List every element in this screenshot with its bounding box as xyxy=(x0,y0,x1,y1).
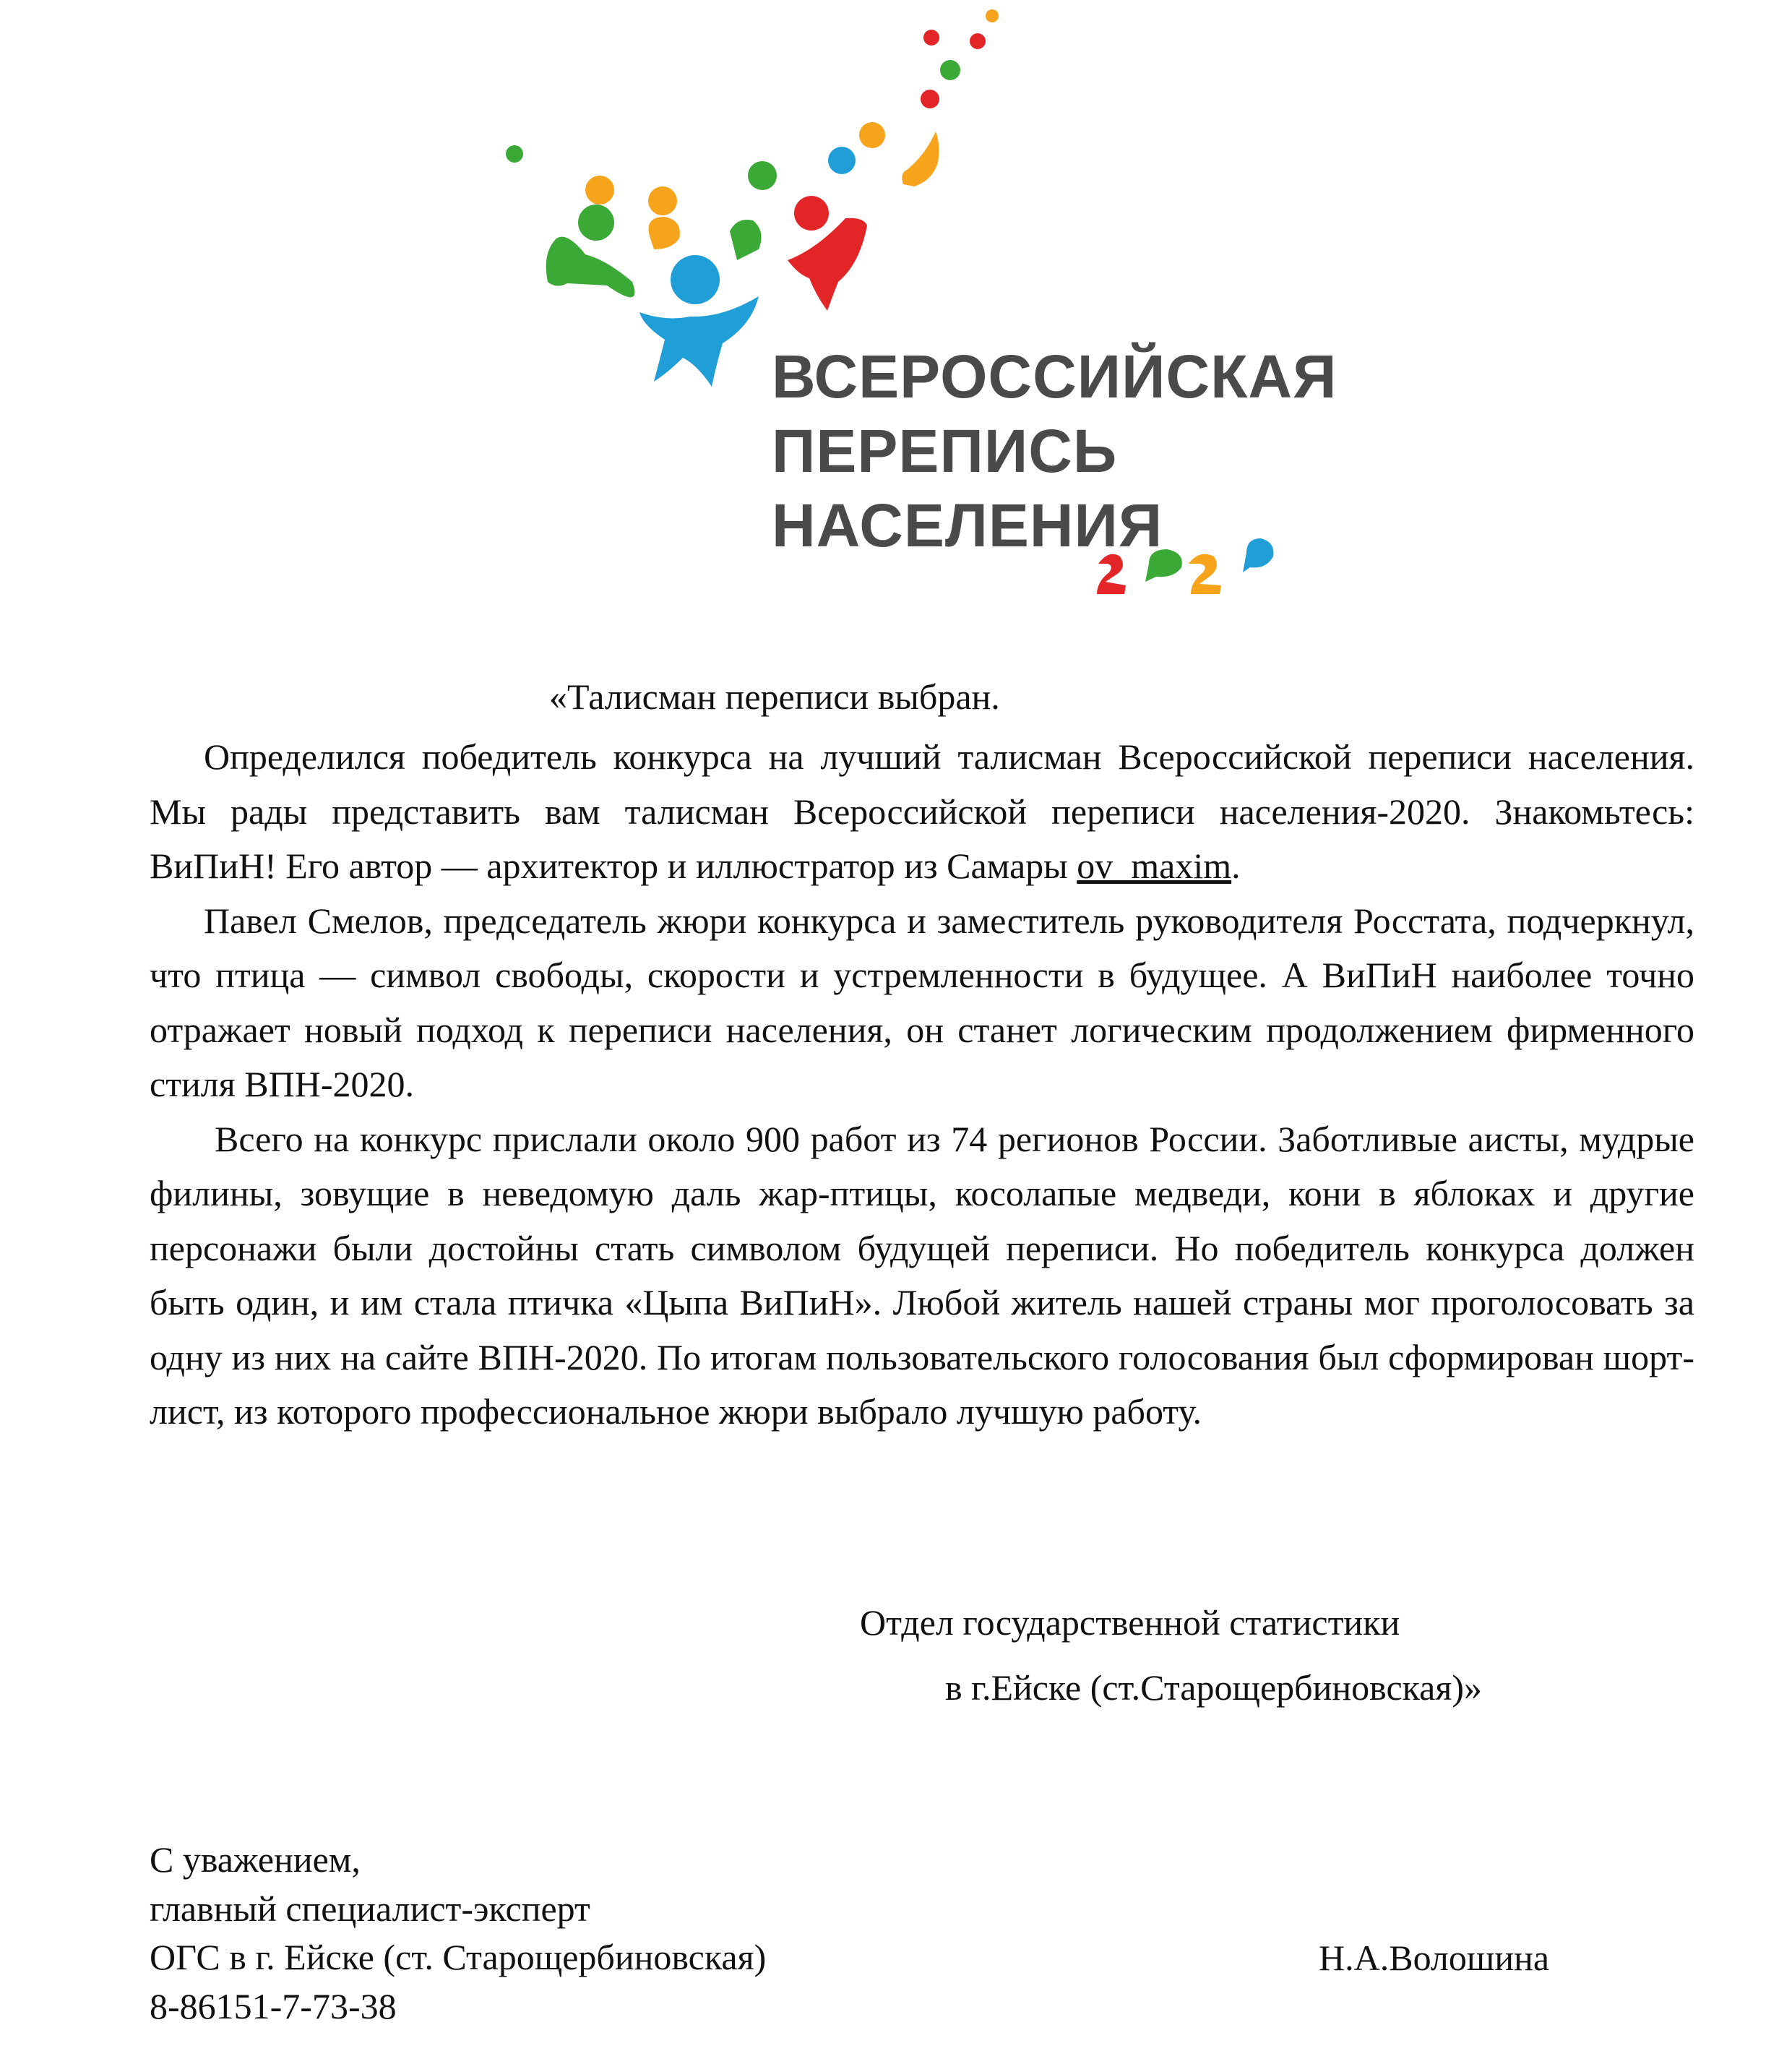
logo-line-1: ВСЕРОССИЙСКАЯ xyxy=(772,343,1337,410)
article-body xyxy=(150,730,1694,1440)
signer-name: Н.А.Волошина xyxy=(1319,1938,1550,1978)
department-line-1: Отдел государственной статистики xyxy=(860,1602,1400,1643)
paragraph-3: Всего на конкурс прислали около 900 работ из 74 регионов России. Заботливые аисты, мудрые филины, зовущие в неведомую даль жар-птицы, косолапые медведи, кони в яблоках и другие персонажи были достойны стать символом будущей переписи. Но победитель конкурса должен быть один, и им стала птичка «Цыпа ВиПиН». Любой житель нашей страны мог проголосовать за одну из них на сайте ВПН-2020. По итогам пользовательского голосования был сформирован шорт-лист, из которого профессиональное жюри выбрало лучшую работу. xyxy=(150,1118,1694,1432)
green-figure-icon xyxy=(546,205,635,297)
paragraph-1-text: Определился победитель конкурса на лучший талисман Всероссийской переписи населения. Мы рады представить вам талисман Всероссийской переписи населения-2020. Знакомьтесь: ВиПиН! Его автор — архитектор и иллюстратор из Самары xyxy=(150,736,1694,886)
department-signature xyxy=(860,1590,1482,1720)
logo-wordmark xyxy=(772,340,1337,563)
paragraph-1 xyxy=(150,730,1694,894)
closing-office: ОГС в г. Ейске (ст. Старощербиновская) xyxy=(150,1937,767,1977)
logo-line-3: НАСЕЛЕНИЯ xyxy=(772,491,1163,559)
paragraph-2: Павел Смелов, председатель жюри конкурса и заместитель руководителя Росстата, подчеркнул, что птица — символ свободы, скорости и устремленности в будущее. А ВиПиН наиболее точно отражает новый подход к переписи населения, он станет логическим продолжением фирменного стиля ВПН-2020. xyxy=(150,900,1694,1104)
logo-dots xyxy=(506,9,999,215)
article-title: «Талисман переписи выбран. xyxy=(549,676,1000,717)
department-line-2: в г.Ейске (ст.Старощербиновская)» xyxy=(945,1667,1483,1708)
closing-position: главный специалист-эксперт xyxy=(150,1888,590,1929)
orange-bubble-icon xyxy=(649,217,680,249)
blue-figure-icon xyxy=(639,255,759,387)
closing-block xyxy=(150,1836,766,2031)
green-bubble-icon xyxy=(730,220,762,260)
red-figure-icon xyxy=(788,196,867,311)
closing-phone: 8-86151-7-73-38 xyxy=(150,1985,397,2026)
paragraph-1-end: . xyxy=(1231,846,1241,886)
logo-line-2: ПЕРЕПИСЬ xyxy=(772,417,1118,485)
closing-greeting: С уважением, xyxy=(150,1839,361,1880)
orange-swoosh-icon xyxy=(902,132,939,186)
author-link[interactable]: ov_maxim xyxy=(1077,846,1232,886)
